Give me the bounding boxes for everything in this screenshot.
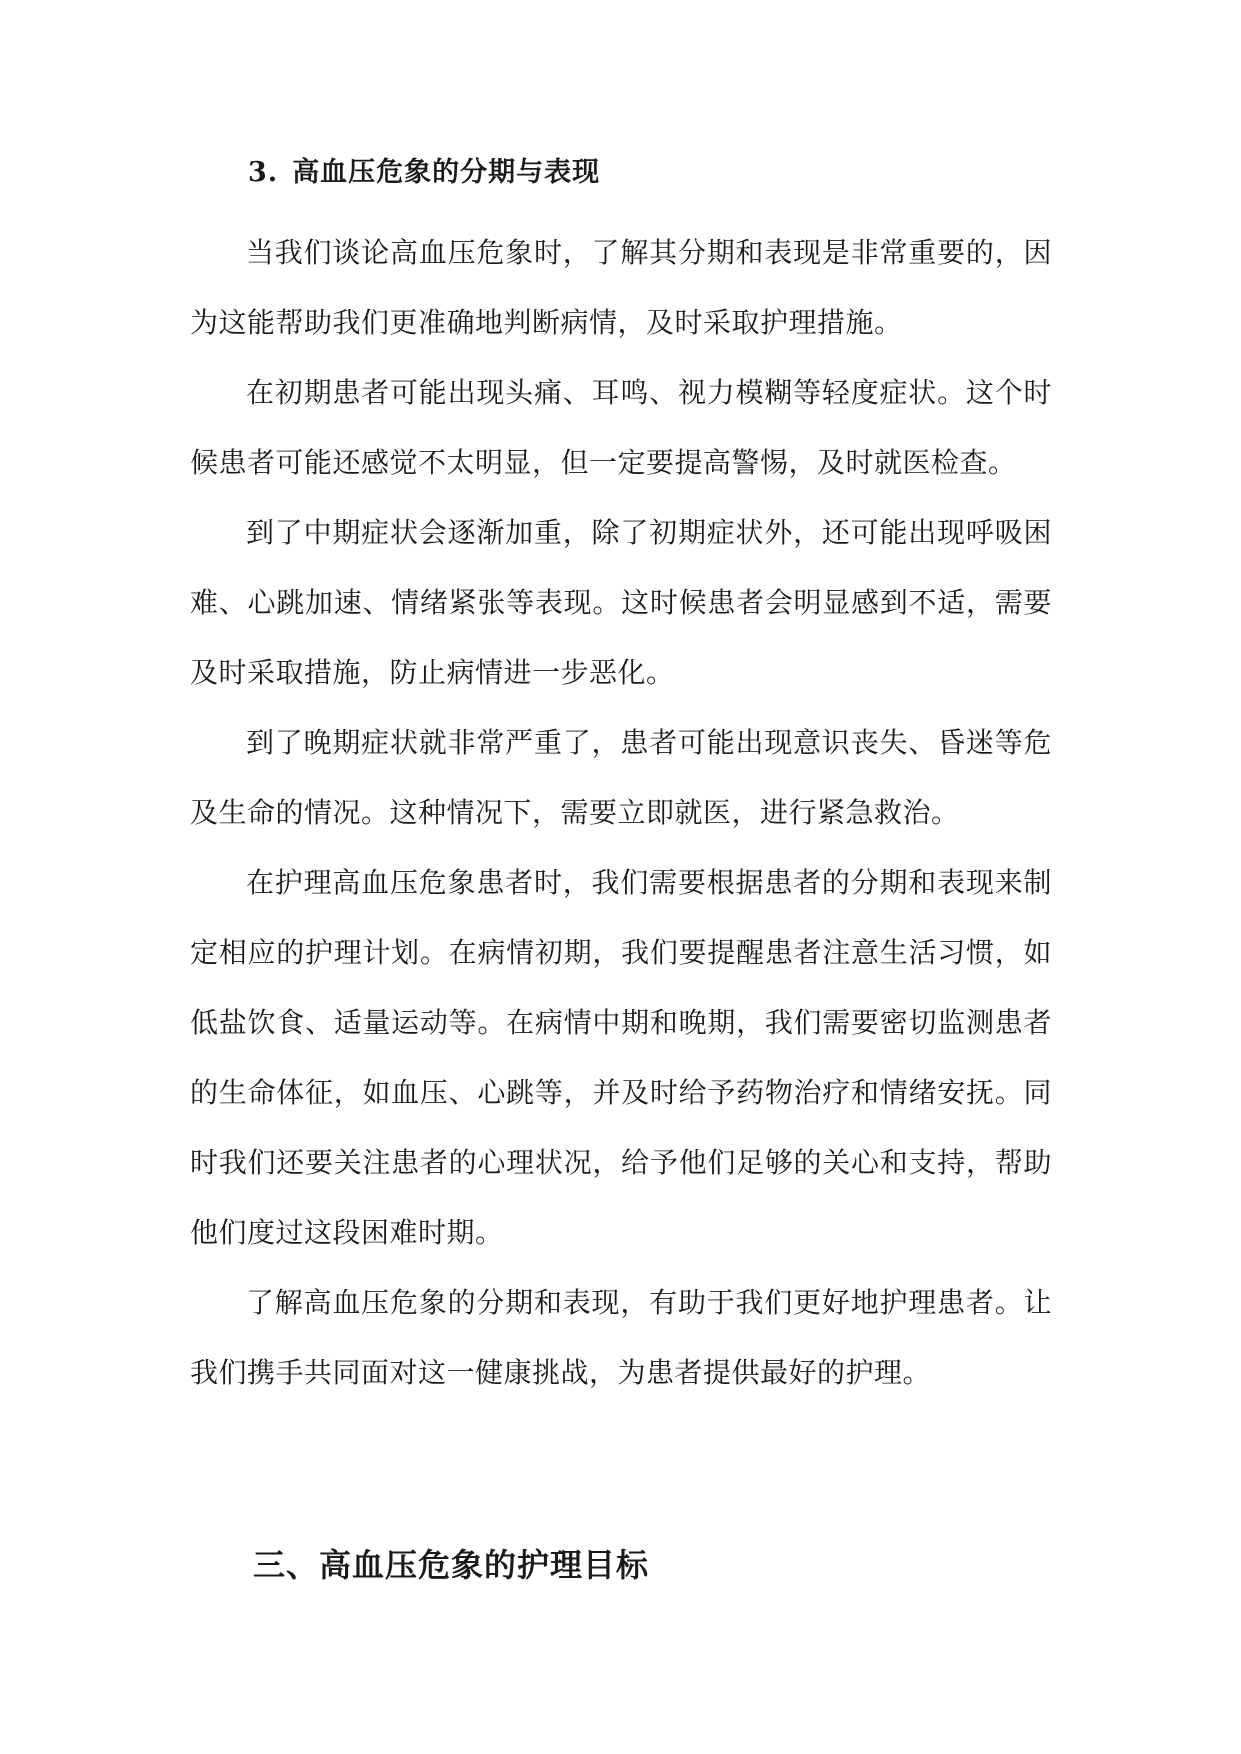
- subsection-number: 3.: [248, 157, 279, 188]
- subsection-heading: [248, 150, 600, 189]
- paragraph: 到了中期症状会逐渐加重，除了初期症状外，还可能出现呼吸困难、心跳加速、情绪紧张等表现。这时候患者会明显感到不适，需要及时采取措施，防止病情进一步恶化。: [190, 516, 1052, 689]
- subsection-title: 高血压危象的分期与表现: [292, 157, 601, 188]
- paragraph: 在初期患者可能出现头痛、耳鸣、视力模糊等轻度症状。这个时候患者可能还感觉不太明显，但一定要提高警惕，及时就医检查。: [190, 376, 1052, 479]
- paragraph: 当我们谈论高血压危象时，了解其分期和表现是非常重要的，因为这能帮助我们更准确地判断病情，及时采取护理措施。: [190, 236, 1052, 339]
- body-text: [190, 218, 1052, 1408]
- paragraph: 在护理高血压危象患者时，我们需要根据患者的分期和表现来制定相应的护理计划。在病情初期，我们要提醒患者注意生活习惯，如低盐饮食、适量运动等。在病情中期和晚期，我们需要密切监测患者的生命体征，如血压、心跳等，并及时给予药物治疗和情绪安抚。同时我们还要关注患者的心理状况，给予他们足够的关心和支持，帮助他们度过这段困难时期。: [190, 866, 1052, 1249]
- paragraph: 到了晚期症状就非常严重了，患者可能出现意识丧失、昏迷等危及生命的情况。这种情况下，需要立即就医，进行紧急救治。: [190, 726, 1052, 829]
- section-heading: 三、高血压危象的护理目标: [253, 1546, 650, 1584]
- paragraph: 了解高血压危象的分期和表现，有助于我们更好地护理患者。让我们携手共同面对这一健康挑战，为患者提供最好的护理。: [190, 1286, 1052, 1389]
